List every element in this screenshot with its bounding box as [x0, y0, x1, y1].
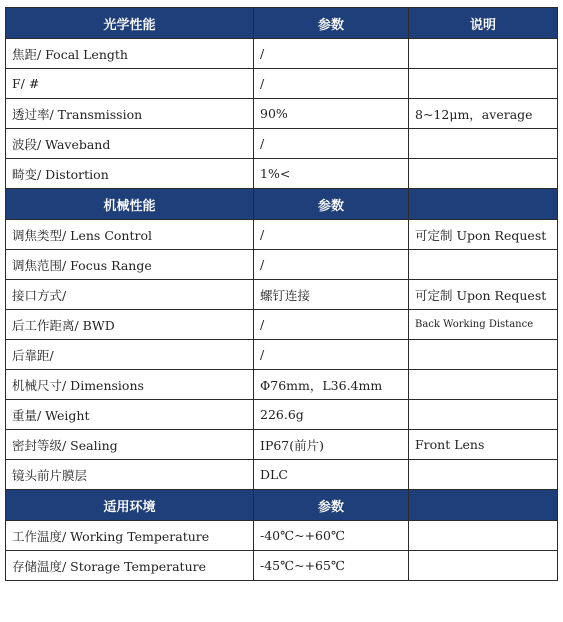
header-cell: 参数	[254, 490, 409, 521]
param-value: IP67(前片)	[254, 430, 409, 460]
table-row	[6, 250, 558, 280]
table-row	[6, 39, 558, 69]
param-value: DLC	[254, 460, 409, 490]
param-name: 调焦类型/ Lens Control	[6, 220, 254, 250]
header-cell: 参数	[254, 8, 409, 39]
header-cell: 机械性能	[6, 189, 254, 220]
param-note	[409, 159, 558, 189]
table-row	[6, 129, 558, 159]
param-name: 后工作距离/ BWD	[6, 310, 254, 340]
param-value: 螺钉连接	[254, 280, 409, 310]
table-row	[6, 99, 558, 129]
param-note	[409, 39, 558, 69]
header-cell: 参数	[254, 189, 409, 220]
table-row	[6, 280, 558, 310]
param-note	[409, 370, 558, 400]
table-row	[6, 521, 558, 551]
param-name: 工作温度/ Working Temperature	[6, 521, 254, 551]
table-row	[6, 340, 558, 370]
param-value: /	[254, 220, 409, 250]
table-row	[6, 551, 558, 581]
table-row	[6, 69, 558, 99]
param-value: /	[254, 310, 409, 340]
param-value: /	[254, 250, 409, 280]
table-row	[6, 400, 558, 430]
param-name: 接口方式/	[6, 280, 254, 310]
table-row	[6, 159, 558, 189]
param-name: F/ #	[6, 69, 254, 99]
param-name: 畸变/ Distortion	[6, 159, 254, 189]
param-value: /	[254, 69, 409, 99]
param-note	[409, 250, 558, 280]
param-value: Φ76mm，L36.4mm	[254, 370, 409, 400]
param-name: 镜头前片膜层	[6, 460, 254, 490]
param-name: 调焦范围/ Focus Range	[6, 250, 254, 280]
param-note	[409, 69, 558, 99]
table-row	[6, 430, 558, 460]
header-cell	[409, 490, 558, 521]
header-cell: 适用环境	[6, 490, 254, 521]
spec-table	[5, 7, 558, 581]
table-row	[6, 460, 558, 490]
param-name: 后靠距/	[6, 340, 254, 370]
param-name: 焦距/ Focal Length	[6, 39, 254, 69]
spec-table-container	[5, 7, 557, 581]
section-header-mechanical	[6, 189, 558, 220]
param-note: 可定制 Upon Request	[409, 280, 558, 310]
param-value: /	[254, 129, 409, 159]
param-note: 可定制 Upon Request	[409, 220, 558, 250]
param-value: 90%	[254, 99, 409, 129]
param-name: 机械尺寸/ Dimensions	[6, 370, 254, 400]
param-note	[409, 129, 558, 159]
param-note	[409, 521, 558, 551]
param-note: Back Working Distance	[409, 310, 558, 340]
param-value: -45℃~+65℃	[254, 551, 409, 581]
param-note	[409, 551, 558, 581]
section-header-environment	[6, 490, 558, 521]
param-value: /	[254, 340, 409, 370]
table-row	[6, 310, 558, 340]
param-value: -40℃~+60℃	[254, 521, 409, 551]
param-value: 226.6g	[254, 400, 409, 430]
param-note: Front Lens	[409, 430, 558, 460]
param-name: 透过率/ Transmission	[6, 99, 254, 129]
param-note	[409, 460, 558, 490]
param-name: 重量/ Weight	[6, 400, 254, 430]
param-value: 1%<	[254, 159, 409, 189]
param-value: /	[254, 39, 409, 69]
header-cell: 光学性能	[6, 8, 254, 39]
param-note	[409, 340, 558, 370]
param-name: 存储温度/ Storage Temperature	[6, 551, 254, 581]
header-cell: 说明	[409, 8, 558, 39]
section-header-optical	[6, 8, 558, 39]
param-note	[409, 400, 558, 430]
table-row	[6, 220, 558, 250]
param-name: 密封等级/ Sealing	[6, 430, 254, 460]
param-name: 波段/ Waveband	[6, 129, 254, 159]
param-note: 8~12μm，average	[409, 99, 558, 129]
table-row	[6, 370, 558, 400]
header-cell	[409, 189, 558, 220]
